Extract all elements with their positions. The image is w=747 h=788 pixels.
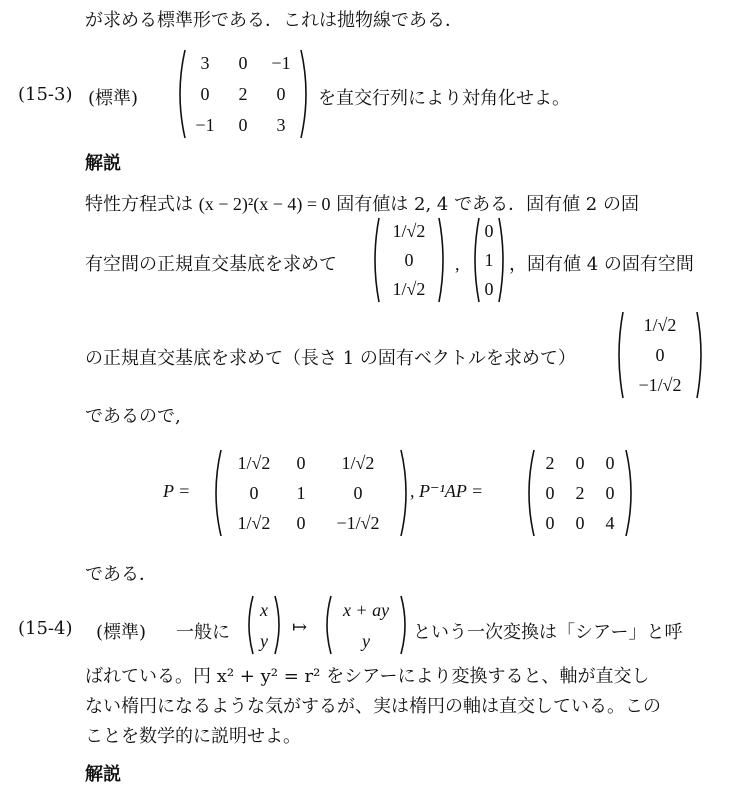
vector-cells [624, 310, 696, 400]
solution-line-4: であるので, [85, 406, 181, 427]
text: 固有値は 2, 4 である．固有値 2 の固 [336, 194, 639, 215]
problem-text-15-3: を直交行列により対角化せよ。 [318, 88, 570, 109]
left-paren [244, 594, 254, 656]
solution-line-2: 有空間の正規直交基底を求めて [85, 254, 337, 275]
problem-text-15-4-b: という一次変換は「シアー」と呼 [413, 622, 683, 643]
matrix-cell: 1/√2 [341, 453, 375, 473]
matrix-cell: 3 [276, 114, 286, 135]
eigenvector-3 [614, 310, 706, 400]
vector-cells [254, 594, 274, 656]
vector-cell: y [362, 630, 370, 651]
right-paren [438, 216, 448, 304]
matrix-cell: 0 [575, 513, 585, 533]
right-paren [300, 48, 312, 140]
vector-xy [244, 594, 284, 656]
solution-line-2-tail: ，固有値 4 の固有空間 [509, 254, 694, 275]
kaisetsu-heading: 解説 [85, 764, 121, 785]
matrix-cell: 0 [575, 453, 585, 473]
vector-cells [480, 216, 498, 304]
matrix-cell: 2 [545, 453, 555, 473]
matrix-cell: 0 [605, 453, 615, 473]
matrix-cell: −1 [271, 53, 291, 74]
comma: , [455, 254, 460, 274]
vector-cell: x + ay [342, 599, 390, 620]
problem-text-15-4-a: 一般に [176, 622, 230, 643]
problem-text-15-4-line-3: ない楕円になるような気がするが、実は楕円の軸は直交している。この [85, 696, 661, 717]
matrix-cell: 1 [296, 483, 306, 503]
P-label [163, 481, 190, 502]
matrix-cell: −1 [195, 114, 215, 135]
right-paren [696, 310, 706, 400]
matrix-cell: 0 [238, 114, 248, 135]
matrix-cell: 3 [200, 53, 210, 74]
vector-cell: 1/√2 [392, 220, 426, 241]
vector-cells [332, 594, 400, 656]
right-paren [498, 216, 508, 304]
diagonal-matrix [523, 448, 637, 538]
PAP-label: , P⁻¹AP = [410, 481, 484, 501]
matrix-cell: 2 [238, 83, 248, 104]
left-paren [370, 216, 380, 304]
matrix-cell: 0 [296, 513, 306, 533]
vector-cell: 1/√2 [392, 279, 426, 300]
vector-cell: 0 [404, 249, 414, 270]
solution-line-1 [85, 190, 639, 216]
eigenvector-2 [470, 216, 508, 304]
vector-cell: 1/√2 [643, 315, 677, 335]
problem-matrix-A [174, 48, 312, 140]
characteristic-equation: (x − 2)²(x − 4) = 0 [198, 194, 331, 214]
orthogonal-matrix-P [210, 448, 412, 538]
problem-text-15-4-line-4: ことを数学的に説明せよ。 [85, 726, 301, 747]
matrix-cells [222, 448, 400, 538]
matrix-cell: 1/√2 [237, 513, 271, 533]
matrix-cells [186, 48, 300, 140]
matrix-cell: 0 [249, 483, 259, 503]
vector-cell: x [260, 599, 268, 620]
matrix-cell: 0 [545, 483, 555, 503]
matrix-cell: 0 [200, 83, 210, 104]
kaisetsu-heading: 解説 [85, 153, 121, 174]
left-paren [614, 310, 624, 400]
matrix-cell: 0 [545, 513, 555, 533]
matrix-cell: 1/√2 [237, 453, 271, 473]
vector-cell: 0 [484, 279, 494, 300]
matrix-cell: 0 [605, 483, 615, 503]
vector-cell: −1/√2 [638, 375, 682, 395]
left-paren [210, 448, 222, 538]
right-paren [625, 448, 637, 538]
matrix-cell: 4 [605, 513, 615, 533]
matrix-cell: 2 [575, 483, 585, 503]
problem-text-15-4-line-2: ばれている。円 x² + y² = r² をシアーにより変換すると、軸が直交し [85, 666, 650, 687]
text: 特性方程式は [85, 194, 193, 215]
problem-number-15-3: (15-3) [18, 84, 73, 105]
vector-cell: 0 [484, 220, 494, 241]
right-paren [400, 594, 410, 656]
vector-cell: 0 [655, 345, 665, 365]
matrix-cell: 0 [296, 453, 306, 473]
left-paren [174, 48, 186, 140]
vector-cell: 1 [484, 249, 494, 270]
left-paren [523, 448, 535, 538]
mapsto-symbol: ↦ [292, 617, 308, 637]
P-symbol: P = [163, 481, 191, 501]
difficulty-tag-15-3: (標準) [88, 88, 139, 109]
vector-cell: y [260, 630, 268, 651]
matrix-cell: 0 [238, 53, 248, 74]
solution-line-3: の正規直交基底を求めて（長さ 1 の固有ベクトルを求めて） [85, 348, 576, 369]
intro-line: が求める標準形である．これは拋物線である． [85, 10, 463, 31]
problem-number-15-4: (15-4) [18, 618, 73, 639]
left-paren [470, 216, 480, 304]
vector-sheared [322, 594, 410, 656]
vector-cells [380, 216, 438, 304]
matrix-cell: −1/√2 [336, 513, 380, 533]
matrix-cells [535, 448, 625, 538]
left-paren [322, 594, 332, 656]
solution-line-5: である． [85, 564, 157, 585]
matrix-cell: 0 [353, 483, 363, 503]
right-paren [274, 594, 284, 656]
difficulty-tag-15-4: (標準) [96, 622, 147, 643]
eigenvector-1 [370, 216, 448, 304]
matrix-cell: 0 [276, 83, 286, 104]
